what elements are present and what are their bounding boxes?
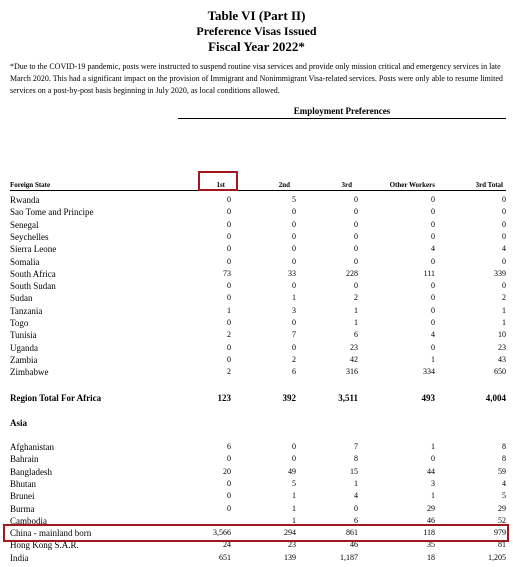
cell-other-workers: 46 [427, 515, 435, 525]
table-row [10, 305, 506, 317]
cell-foreign-state: Bhutan [10, 478, 36, 489]
table-row [10, 354, 506, 366]
cell-3rd: 0 [354, 207, 358, 217]
cell-3rd-total: 339 [494, 268, 506, 278]
col-header-1st: 1st [216, 181, 225, 189]
cell-3rd: 1 [354, 318, 358, 327]
cell-foreign-state: India [10, 552, 29, 563]
cell-3rd: 6 [354, 330, 358, 340]
cell-2nd: 6 [292, 367, 296, 377]
cell-foreign-state: Rwanda [10, 195, 40, 205]
cell-3rd: 23 [350, 342, 358, 352]
table-row [10, 552, 506, 564]
cell-3rd: 6 [354, 515, 358, 525]
cell-3rd-total: 650 [494, 367, 506, 377]
cell-foreign-state: Zimbabwe [10, 367, 49, 378]
cell-2nd: 33 [288, 268, 296, 278]
cell-1st: 0 [227, 293, 231, 303]
cell-2nd: 0 [292, 442, 296, 451]
cell-1st: 2 [227, 367, 231, 377]
cell-1st: 0 [227, 478, 231, 488]
cell-other-workers: 1 [431, 354, 435, 364]
cell-3rd: 4 [354, 491, 358, 501]
cell-foreign-state: Uganda [10, 342, 38, 353]
cell-3rd: 15 [350, 466, 358, 476]
cell-2nd: 0 [292, 256, 296, 266]
cell-3rd-total: 43 [498, 354, 506, 364]
cell-1st: 0 [227, 342, 231, 352]
cell-3rd-total: 0 [502, 281, 506, 291]
cell-3rd-total: 10 [498, 330, 506, 340]
fiscal-year-title: Fiscal Year 2022* [208, 39, 305, 54]
table-row [10, 441, 506, 453]
cell-2nd: 0 [292, 244, 296, 254]
cell-3rd-total: 0 [502, 219, 506, 229]
cell-3rd-total: 4 [502, 244, 506, 254]
cell-3rd: 0 [354, 195, 358, 204]
cell-foreign-state: Togo [10, 318, 29, 328]
table-row [10, 243, 506, 255]
cell-2nd: 0 [292, 318, 296, 327]
cell-1st: 0 [227, 219, 231, 229]
cell-2nd: 5 [292, 478, 296, 488]
table-row [10, 490, 506, 502]
cell-3rd-total: 59 [498, 466, 506, 476]
table-row [10, 329, 506, 341]
highlight-box-1st-column [198, 171, 238, 191]
cell-foreign-state: China - mainland born [10, 528, 92, 539]
column-header-rule [10, 190, 506, 191]
cell-other-workers: 0 [431, 281, 435, 291]
table-row [10, 194, 506, 206]
cell-3rd-total: 1,205 [488, 552, 506, 562]
cell-other-workers: 29 [427, 503, 435, 513]
cell-other-workers: 0 [431, 318, 435, 327]
cell-3rd: 0 [354, 219, 358, 229]
section-heading-asia: Asia [10, 418, 28, 428]
table-row [10, 256, 506, 268]
cell-1st: 2 [227, 330, 231, 340]
cell-1st: 24 [223, 540, 231, 550]
table-row [10, 503, 506, 515]
cell-other-workers: 334 [423, 367, 435, 377]
cell-foreign-state: Somalia [10, 256, 40, 267]
cell-other-workers: 0 [431, 256, 435, 266]
cell-foreign-state: Tanzania [10, 305, 43, 316]
cell-1st: 0 [227, 244, 231, 254]
cell-3rd: 0 [354, 231, 358, 241]
region-total-other-workers: 493 [421, 393, 435, 403]
region-total-row [10, 392, 506, 404]
cell-foreign-state: Zambia [10, 354, 38, 365]
cell-other-workers: 1 [431, 491, 435, 501]
cell-2nd: 294 [284, 528, 296, 538]
cell-foreign-state: Afghanistan [10, 442, 54, 452]
col-header-2nd: 2nd [278, 181, 290, 189]
cell-2nd: 0 [292, 281, 296, 291]
cell-3rd: 1 [354, 305, 358, 315]
region-total-label: Region Total For Africa [10, 393, 102, 403]
table-row [10, 366, 506, 378]
cell-1st: 0 [227, 354, 231, 364]
cell-3rd-total: 8 [502, 442, 506, 451]
col-header-foreign-state: Foreign State [10, 181, 51, 189]
cell-2nd: 7 [292, 330, 296, 340]
table-row [10, 231, 506, 243]
cell-3rd: 42 [350, 354, 358, 364]
cell-3rd: 861 [346, 528, 358, 538]
cell-1st: 0 [227, 195, 231, 204]
highlight-box-china-row [3, 524, 509, 542]
cell-2nd: 0 [292, 342, 296, 352]
cell-1st: 0 [227, 318, 231, 327]
cell-3rd-total: 979 [494, 528, 506, 538]
cell-2nd: 23 [288, 540, 296, 550]
cell-foreign-state: Bangladesh [10, 466, 52, 477]
table-row [10, 466, 506, 478]
cell-other-workers: 118 [423, 528, 435, 538]
cell-foreign-state: Seychelles [10, 231, 49, 242]
cell-other-workers: 44 [427, 466, 435, 476]
cell-1st: 6 [227, 442, 231, 451]
cell-3rd-total: 0 [502, 231, 506, 241]
table-row [10, 317, 506, 329]
col-header-other-workers: Other Workers [389, 181, 435, 189]
cell-foreign-state: Sierra Leone [10, 244, 57, 255]
cell-1st: 0 [227, 256, 231, 266]
cell-3rd-total: 81 [498, 540, 506, 550]
cell-3rd: 0 [354, 244, 358, 254]
cell-other-workers: 111 [423, 268, 435, 278]
cell-foreign-state: Brunei [10, 491, 35, 502]
cell-other-workers: 1 [431, 442, 435, 451]
cell-1st: 0 [227, 454, 231, 464]
col-header-3rd-total: 3rd Total [475, 181, 503, 189]
cell-foreign-state: Bahrain [10, 454, 39, 465]
cell-foreign-state: Burma [10, 503, 35, 514]
cell-other-workers: 0 [431, 195, 435, 204]
cell-3rd-total: 2 [502, 293, 506, 303]
cell-2nd: 1 [292, 503, 296, 513]
cell-other-workers: 0 [431, 454, 435, 464]
cell-3rd-total: 1 [502, 305, 506, 315]
cell-2nd: 0 [292, 231, 296, 241]
cell-2nd: 1 [292, 491, 296, 501]
table-subtitle: Preference Visas Issued [196, 24, 317, 38]
employment-preferences-header: Employment Preferences [293, 106, 391, 116]
cell-3rd: 8 [354, 454, 358, 464]
table-row [10, 268, 506, 280]
table-title: Table VI (Part II) [207, 8, 306, 23]
cell-foreign-state: Tunisia [10, 330, 37, 341]
cell-1st: 3,566 [213, 528, 231, 538]
cell-3rd-total: 52 [498, 515, 506, 525]
cell-3rd: 46 [350, 540, 358, 550]
cell-3rd: 1 [354, 478, 358, 488]
table-row [10, 206, 506, 218]
cell-1st: 20 [223, 466, 231, 476]
cell-foreign-state: South Africa [10, 268, 56, 279]
cell-other-workers: 0 [431, 293, 435, 303]
table-row [10, 478, 506, 490]
cell-3rd: 0 [354, 281, 358, 291]
cell-1st: 651 [219, 552, 231, 562]
cell-3rd: 0 [354, 503, 358, 513]
cell-foreign-state: Hong Kong S.A.R. [10, 540, 79, 551]
cell-3rd-total: 23 [498, 342, 506, 352]
cell-2nd: 3 [292, 305, 296, 315]
cell-3rd: 1,187 [340, 552, 358, 562]
cell-2nd: 49 [288, 466, 296, 476]
cell-other-workers: 4 [431, 330, 435, 340]
cell-3rd-total: 0 [502, 195, 506, 204]
cell-1st: 0 [227, 281, 231, 291]
cell-2nd: 0 [292, 454, 296, 464]
cell-2nd: 1 [292, 293, 296, 303]
cell-2nd: 0 [292, 207, 296, 217]
cell-2nd: 2 [292, 354, 296, 364]
cell-3rd: 0 [354, 256, 358, 266]
cell-other-workers: 0 [431, 231, 435, 241]
cell-2nd: 0 [292, 219, 296, 229]
cell-3rd: 316 [346, 367, 358, 377]
cell-3rd: 228 [346, 268, 358, 278]
covid-footnote: *Due to the COVID-19 pandemic, posts were instructed to suspend routine visa services and provide only mission critical and emergency services in late March 2020. This had a significant impact on the provision of Immigrant and Nonimmigrant Visa-related services. Posts were only able to resume limited services on a post-by-post basis beginning in July 2020, as local conditions allowed. [10, 62, 503, 95]
cell-3rd-total: 0 [502, 207, 506, 217]
cell-foreign-state: South Sudan [10, 281, 56, 292]
table-row [10, 453, 506, 465]
group-header-rule [178, 118, 506, 119]
cell-other-workers: 0 [431, 342, 435, 352]
cell-other-workers: 4 [431, 244, 435, 254]
region-total-1st: 123 [217, 393, 231, 403]
table-row [10, 342, 506, 354]
cell-foreign-state: Sao Tome and Principe [10, 207, 94, 218]
cell-3rd-total: 1 [502, 318, 506, 327]
cell-3rd-total: 4 [502, 478, 506, 488]
cell-other-workers: 0 [431, 219, 435, 229]
table-row [10, 219, 506, 231]
cell-3rd-total: 29 [498, 503, 506, 513]
cell-other-workers: 0 [431, 305, 435, 315]
cell-1st: 1 [227, 305, 231, 315]
cell-other-workers: 3 [431, 478, 435, 488]
cell-1st: 0 [227, 231, 231, 241]
region-total-3rd-total: 4,004 [485, 393, 506, 403]
cell-1st: 0 [227, 491, 231, 501]
col-header-3rd: 3rd [341, 181, 352, 189]
cell-3rd: 7 [354, 442, 358, 451]
cell-1st: 73 [223, 268, 231, 278]
cell-foreign-state: Senegal [10, 219, 39, 230]
cell-2nd: 5 [292, 195, 296, 204]
cell-2nd: 139 [284, 552, 296, 562]
region-total-2nd: 392 [282, 393, 296, 403]
cell-3rd-total: 0 [502, 256, 506, 266]
cell-foreign-state: Sudan [10, 293, 33, 304]
cell-3rd-total: 5 [502, 491, 506, 501]
cell-3rd: 2 [354, 293, 358, 303]
table-row [10, 292, 506, 304]
cell-3rd-total: 8 [502, 454, 506, 464]
cell-1st: 0 [227, 503, 231, 513]
cell-2nd: 1 [292, 515, 296, 525]
cell-other-workers: 35 [427, 540, 435, 550]
table-row [10, 280, 506, 292]
cell-foreign-state: Cambodia [10, 515, 47, 526]
cell-other-workers: 0 [431, 207, 435, 217]
cell-1st: 0 [227, 207, 231, 217]
region-total-3rd: 3,511 [338, 393, 358, 403]
cell-other-workers: 18 [427, 552, 435, 562]
